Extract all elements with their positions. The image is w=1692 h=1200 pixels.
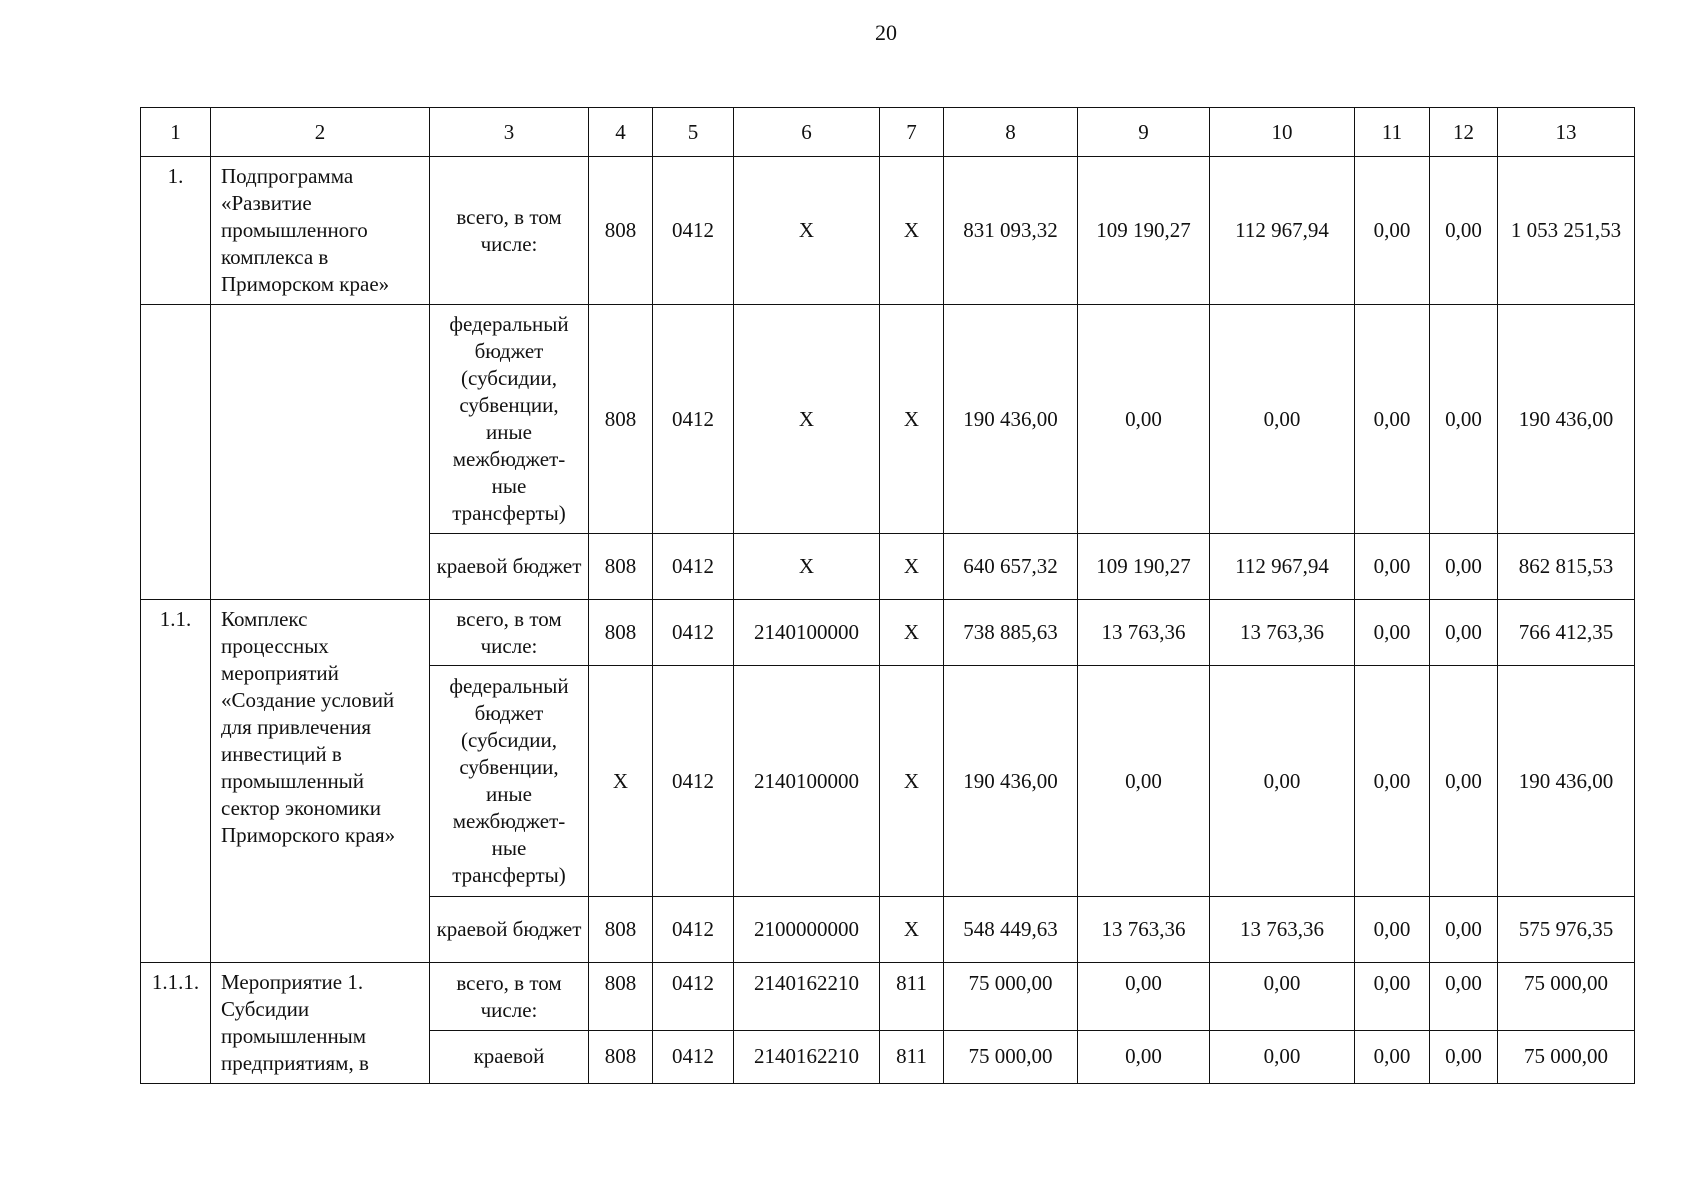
column-header: 12 bbox=[1430, 108, 1498, 157]
column-header: 13 bbox=[1498, 108, 1635, 157]
table-cell: Х bbox=[880, 305, 944, 534]
column-header: 10 bbox=[1210, 108, 1355, 157]
table-cell: 109 190,27 bbox=[1078, 157, 1210, 305]
table-cell: 808 bbox=[589, 1030, 653, 1083]
table-cell: 0,00 bbox=[1355, 305, 1430, 534]
table-cell: 1 053 251,53 bbox=[1498, 157, 1635, 305]
table-cell: 0,00 bbox=[1078, 1030, 1210, 1083]
column-header: 8 bbox=[944, 108, 1078, 157]
row-name: Мероприятие 1. Субсидии промышленным предприятиям, в bbox=[211, 963, 430, 1084]
table-cell: 0,00 bbox=[1210, 666, 1355, 897]
column-header: 5 bbox=[653, 108, 734, 157]
table-cell: 862 815,53 bbox=[1498, 534, 1635, 600]
column-header: 7 bbox=[880, 108, 944, 157]
table-cell: 75 000,00 bbox=[1498, 1030, 1635, 1083]
table-cell: 808 bbox=[589, 963, 653, 1031]
table-cell: Х bbox=[880, 666, 944, 897]
table-cell: 808 bbox=[589, 157, 653, 305]
table-cell: 811 bbox=[880, 1030, 944, 1083]
table-cell: Х bbox=[880, 600, 944, 666]
empty-cell bbox=[211, 305, 430, 600]
table-cell: 112 967,94 bbox=[1210, 534, 1355, 600]
table-cell: 13 763,36 bbox=[1078, 897, 1210, 963]
table-cell: 0,00 bbox=[1355, 157, 1430, 305]
table-cell: 0,00 bbox=[1430, 305, 1498, 534]
table-cell: Х bbox=[734, 157, 880, 305]
table-cell: 2140100000 bbox=[734, 666, 880, 897]
funding-source: краевой бюджет bbox=[430, 897, 589, 963]
table-cell: 190 436,00 bbox=[944, 305, 1078, 534]
table-cell: Х bbox=[880, 897, 944, 963]
table-cell: 575 976,35 bbox=[1498, 897, 1635, 963]
funding-source: всего, в том числе: bbox=[430, 157, 589, 305]
row-number: 1.1.1. bbox=[141, 963, 211, 1084]
table-cell: 0,00 bbox=[1355, 534, 1430, 600]
funding-source: краевой бюджет bbox=[430, 534, 589, 600]
table-cell: 0,00 bbox=[1430, 963, 1498, 1031]
table-cell: 0,00 bbox=[1355, 897, 1430, 963]
column-header: 11 bbox=[1355, 108, 1430, 157]
table-cell: 2140100000 bbox=[734, 600, 880, 666]
table-cell: 0412 bbox=[653, 1030, 734, 1083]
table-cell: 0,00 bbox=[1078, 963, 1210, 1031]
table-cell: 0,00 bbox=[1355, 963, 1430, 1031]
table-cell: 13 763,36 bbox=[1210, 600, 1355, 666]
table-cell: 0,00 bbox=[1210, 963, 1355, 1031]
table-cell: 0412 bbox=[653, 600, 734, 666]
table-cell: 13 763,36 bbox=[1210, 897, 1355, 963]
table-cell: 0,00 bbox=[1430, 1030, 1498, 1083]
table-cell: Х bbox=[734, 534, 880, 600]
table-cell: 2140162210 bbox=[734, 963, 880, 1031]
column-header: 2 bbox=[211, 108, 430, 157]
table-cell: 0,00 bbox=[1355, 1030, 1430, 1083]
table-cell: 190 436,00 bbox=[1498, 666, 1635, 897]
empty-cell bbox=[141, 305, 211, 600]
table-cell: 0,00 bbox=[1210, 1030, 1355, 1083]
table-cell: 640 657,32 bbox=[944, 534, 1078, 600]
table-cell: 0,00 bbox=[1078, 305, 1210, 534]
table-cell: 190 436,00 bbox=[944, 666, 1078, 897]
table-cell: 831 093,32 bbox=[944, 157, 1078, 305]
table-cell: 75 000,00 bbox=[944, 963, 1078, 1031]
table-header-row bbox=[141, 108, 1635, 157]
column-header: 4 bbox=[589, 108, 653, 157]
table-cell: 811 bbox=[880, 963, 944, 1031]
table-cell: 75 000,00 bbox=[944, 1030, 1078, 1083]
table-row bbox=[141, 600, 1635, 666]
table-cell: 0412 bbox=[653, 534, 734, 600]
row-number: 1. bbox=[141, 157, 211, 305]
table-cell: 808 bbox=[589, 600, 653, 666]
table-cell: 190 436,00 bbox=[1498, 305, 1635, 534]
table-cell: 0,00 bbox=[1430, 600, 1498, 666]
table-cell: 808 bbox=[589, 897, 653, 963]
table-cell: 0,00 bbox=[1430, 534, 1498, 600]
funding-source: всего, в том числе: bbox=[430, 600, 589, 666]
column-header: 1 bbox=[141, 108, 211, 157]
row-name: Подпрограмма «Развитие промышленного комплекса в Приморском крае» bbox=[211, 157, 430, 305]
table-cell: 13 763,36 bbox=[1078, 600, 1210, 666]
table-cell: 109 190,27 bbox=[1078, 534, 1210, 600]
funding-source: краевой bbox=[430, 1030, 589, 1083]
table-cell: 0,00 bbox=[1355, 666, 1430, 897]
table-row bbox=[141, 305, 1635, 534]
table-cell: 0412 bbox=[653, 897, 734, 963]
budget-table bbox=[140, 107, 1635, 1084]
table-cell: 0,00 bbox=[1210, 305, 1355, 534]
table-cell: 0412 bbox=[653, 963, 734, 1031]
table-cell: 0,00 bbox=[1430, 666, 1498, 897]
table-cell: Х bbox=[880, 534, 944, 600]
column-header: 3 bbox=[430, 108, 589, 157]
funding-source: федеральный бюджет (субсидии, субвенции, иные межбюджет-ные трансферты) bbox=[430, 305, 589, 534]
table-cell: 0,00 bbox=[1430, 157, 1498, 305]
table-cell: 0412 bbox=[653, 305, 734, 534]
table-cell: 808 bbox=[589, 534, 653, 600]
table-cell: 766 412,35 bbox=[1498, 600, 1635, 666]
table-cell: 2100000000 bbox=[734, 897, 880, 963]
table-cell: Х bbox=[589, 666, 653, 897]
funding-source: всего, в том числе: bbox=[430, 963, 589, 1031]
table-row bbox=[141, 157, 1635, 305]
row-number: 1.1. bbox=[141, 600, 211, 963]
table-cell: Х bbox=[734, 305, 880, 534]
table-cell: 548 449,63 bbox=[944, 897, 1078, 963]
funding-source: федеральный бюджет (субсидии, субвенции, иные межбюджет-ные трансферты) bbox=[430, 666, 589, 897]
table-cell: 738 885,63 bbox=[944, 600, 1078, 666]
table-cell: 808 bbox=[589, 305, 653, 534]
table-cell: 112 967,94 bbox=[1210, 157, 1355, 305]
table-cell: 0,00 bbox=[1078, 666, 1210, 897]
table-cell: 0412 bbox=[653, 666, 734, 897]
column-header: 6 bbox=[734, 108, 880, 157]
page-number: 20 bbox=[875, 20, 897, 45]
table-cell: 0,00 bbox=[1355, 600, 1430, 666]
table-cell: 0412 bbox=[653, 157, 734, 305]
column-header: 9 bbox=[1078, 108, 1210, 157]
table-cell: 0,00 bbox=[1430, 897, 1498, 963]
table-cell: 75 000,00 bbox=[1498, 963, 1635, 1031]
row-name: Комплекс процессных мероприятий «Создание условий для привлечения инвестиций в промышленный сектор экономики Приморского края» bbox=[211, 600, 430, 963]
table-cell: Х bbox=[880, 157, 944, 305]
table-row bbox=[141, 963, 1635, 1031]
table-cell: 2140162210 bbox=[734, 1030, 880, 1083]
